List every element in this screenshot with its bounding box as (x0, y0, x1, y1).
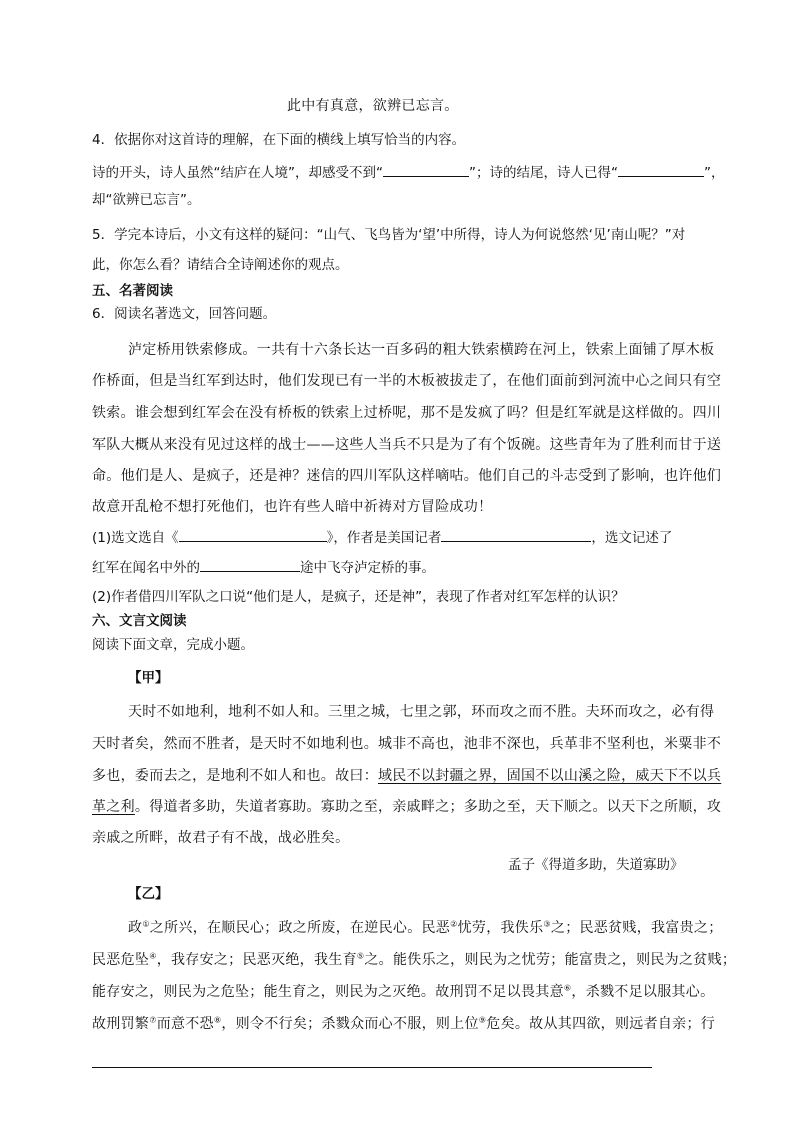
section-5-title: 五、名著阅读 (92, 283, 173, 299)
underlined-sentence: 革之利 (92, 799, 135, 815)
classical-intro: 阅读下面文章，完成小题。 (92, 637, 254, 653)
yi-line: 民恶危坠④，我存安之；民恶灭绝，我生育⑤之。能佚乐之，则民为之忧劳；能富贵之，则民为之贫贱； (92, 951, 737, 968)
passage-line: 铁索。谁会想到红军会在没有桥板的铁索上过桥呢，那不是发疯了吗？但是红军就是这样做的。四川 (92, 405, 722, 421)
question-5-line-1: 5．学完本诗后，小文有这样的疑问：“山气、飞鸟皆为‘望’中所得，诗人为何说悠然‘见’南山呢？”对 (92, 227, 686, 243)
jia-line: 天时者矣，然而不胜者，是天时不如地利也。城非不高也，池非不深也，兵革非不坚利也，米粟非不 (92, 736, 722, 752)
passage-line: 泸定桥用铁索修成。一共有十六条长达一百多码的粗大铁索横跨在河上，铁索上面铺了厚木板 (128, 342, 715, 358)
answer-blank-1[interactable] (383, 162, 469, 177)
answer-blank-2[interactable] (618, 162, 704, 177)
jia-source: 孟子《得道多助，失道寡助》 (508, 857, 684, 873)
author-blank[interactable] (441, 527, 591, 542)
yi-line: 故刑罚繁⑦而意不恐⑧，则令不行矣；杀戮众而心不服，则上位⑨危矣。故从其四欲，则远者自亲；行 (92, 1015, 716, 1032)
subquestion-1-line-2: 红军在闻名中外的 途中飞夺泸定桥的事。 (92, 557, 435, 577)
passage-jia-label: 【甲】 (128, 670, 169, 686)
note-marker: ⑤ (356, 951, 365, 961)
jia-line: 多也，委而去之，是地利不如人和也。故曰：域民不以封疆之界，固国不以山溪之险，威天下不以兵 (92, 768, 722, 784)
footer-rule (92, 1067, 652, 1068)
passage-line: 军队大概从来没有见过这样的战士——这些人当兵不只是为了有个饭碗。这些青年为了胜利而甘于送 (92, 437, 722, 453)
note-marker: ① (142, 919, 150, 929)
event-blank[interactable] (200, 557, 300, 572)
jia-line: 革之利。得道者多助，失道者寡助。寡助之至，亲戚畔之；多助之至，天下顺之。以天下之所顺，攻 (92, 799, 722, 815)
question-4-line: 诗的开头，诗人虽然“结庐在人境”，却感受不到“ ”；诗的结尾，诗人已得“ ”， (92, 162, 724, 182)
passage-line: 故意开乱枪不想打死他们，也许有些人暗中祈祷对方冒险成功！ (92, 499, 493, 515)
book-title-blank[interactable] (179, 527, 327, 542)
passage-yi-label: 【乙】 (128, 886, 169, 902)
poem-last-line: 此中有真意，欲辨已忘言。 (287, 98, 459, 114)
question-5-line-2: 此，你怎么看？请结合全诗阐述你的观点。 (92, 257, 349, 273)
jia-line: 亲戚之所畔，故君子有不战，战必胜矣。 (92, 830, 350, 846)
note-marker: ⑥ (563, 983, 572, 993)
subquestion-1-line-1: (1)选文选自《 》，作者是美国记者 ，选文记述了 (92, 527, 672, 547)
note-marker: ③ (543, 919, 551, 929)
yi-line: 政①之所兴，在顺民心；政之所废，在逆民心。民恶②忧劳，我佚乐③之；民恶贫贱，我富贵之； (128, 919, 723, 936)
note-marker: ⑨ (478, 1015, 487, 1025)
subquestion-2: (2)作者借四川军队之口说“他们是人，是疯子，还是神”，表现了作者对红军怎样的认识？ (92, 589, 625, 605)
note-marker: ④ (149, 951, 157, 961)
note-marker: ⑦ (149, 1015, 157, 1025)
section-6-title: 六、文言文阅读 (92, 613, 187, 629)
passage-line: 作桥面，但是当红军到达时，他们发现已有一半的木板被拔走了，在他们面前到河流中心之间只有空 (92, 373, 722, 389)
note-marker: ② (450, 919, 458, 929)
question-6-intro: 6．阅读名著选文，回答问题。 (92, 306, 277, 322)
underlined-sentence: 域民不以封疆之界，固国不以山溪之险，威天下不以兵 (378, 768, 722, 784)
jia-line: 天时不如地利，地利不如人和。三里之城，七里之郭，环而攻之而不胜。夫环而攻之，必有得 (128, 704, 715, 720)
passage-line: 命。他们是人、是疯子，还是神？迷信的四川军队这样嘀咕。他们自己的斗志受到了影响，也许他们 (92, 468, 722, 484)
question-4-line-end: 却“欲辨已忘言”。 (92, 192, 201, 208)
question-4-prompt: 4．依据你对这首诗的理解，在下面的横线上填写恰当的内容。 (92, 132, 466, 148)
yi-line: 能存安之，则民为之危坠；能生育之，则民为之灭绝。故刑罚不足以畏其意⑥，杀戮不足以服其心。 (92, 983, 715, 1000)
note-marker: ⑧ (213, 1015, 222, 1025)
